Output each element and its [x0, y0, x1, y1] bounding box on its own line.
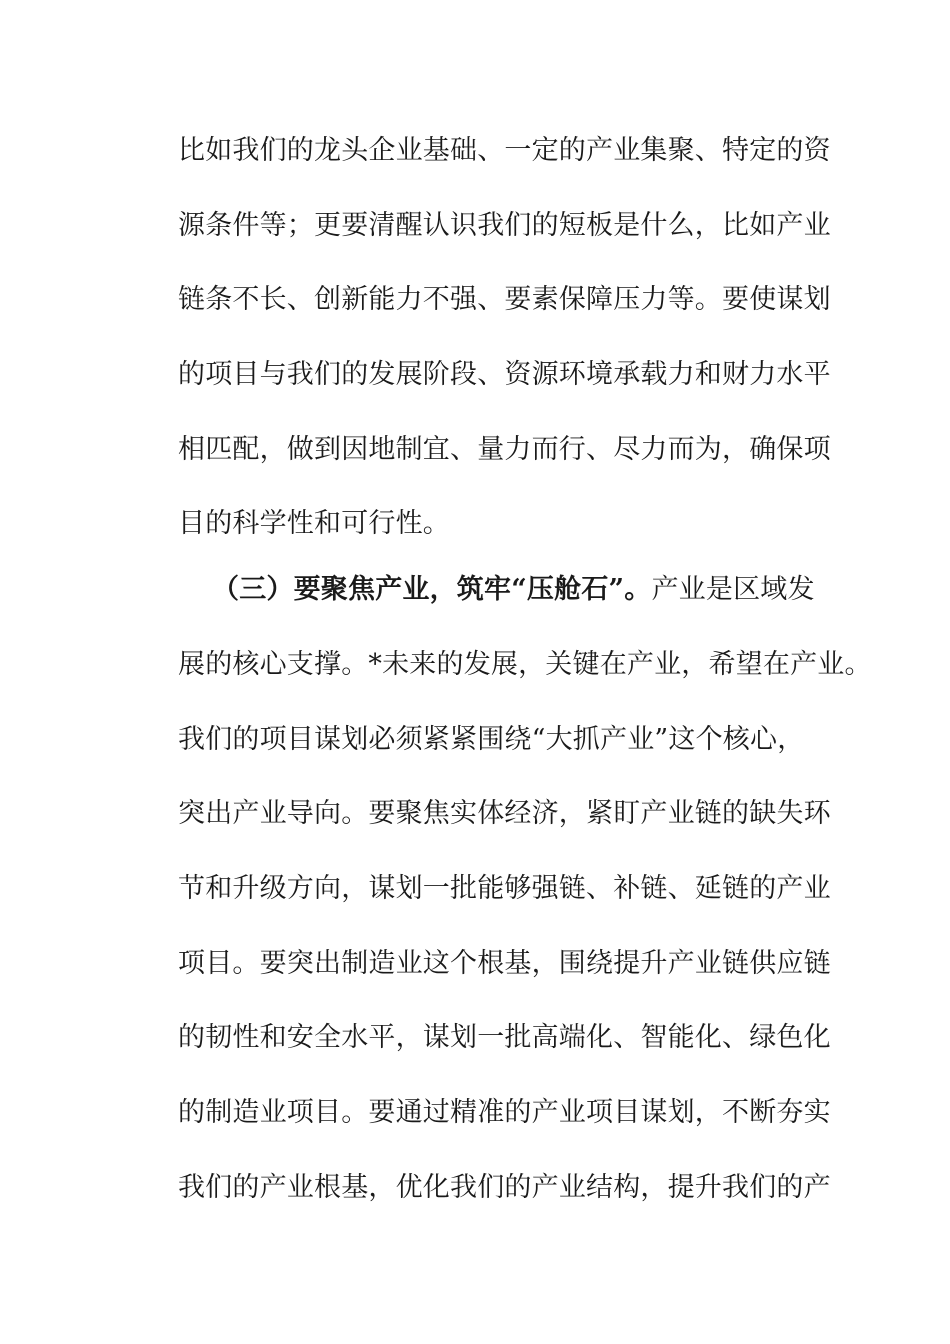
section-heading-rest: 产业是区域发	[651, 574, 815, 605]
section-heading-line	[212, 570, 815, 610]
paragraph-line: 我们的项目谋划必须紧紧围绕“大抓产业”这个核心，	[178, 724, 805, 755]
paragraph-line: 项目。要突出制造业这个根基，围绕提升产业链供应链	[178, 948, 831, 979]
paragraph-line: 节和升级方向，谋划一批能够强链、补链、延链的产业	[178, 873, 831, 904]
paragraph-line: 展的核心支撑。*未来的发展，关键在产业，希望在产业。	[178, 649, 872, 680]
paragraph-line: 的项目与我们的发展阶段、资源环境承载力和财力水平	[178, 359, 831, 390]
paragraph-line: 我们的产业根基，优化我们的产业结构，提升我们的产	[178, 1172, 831, 1203]
paragraph-line: 的韧性和安全水平，谋划一批高端化、智能化、绿色化	[178, 1022, 831, 1053]
paragraph-line: 的制造业项目。要通过精准的产业项目谋划，不断夯实	[178, 1097, 831, 1128]
paragraph-line: 比如我们的龙头企业基础、一定的产业集聚、特定的资	[178, 135, 831, 166]
paragraph-line: 源条件等；更要清醒认识我们的短板是什么，比如产业	[178, 210, 831, 241]
paragraph-line: 突出产业导向。要聚焦实体经济，紧盯产业链的缺失环	[178, 798, 831, 829]
paragraph-line: 链条不长、创新能力不强、要素保障压力等。要使谋划	[178, 284, 831, 315]
paragraph-line: 目的科学性和可行性。	[178, 508, 450, 539]
paragraph-line: 相匹配，做到因地制宜、量力而行、尽力而为，确保项	[178, 434, 831, 465]
section-heading: （三）要聚焦产业，筑牢“压舱石”。	[212, 574, 652, 605]
